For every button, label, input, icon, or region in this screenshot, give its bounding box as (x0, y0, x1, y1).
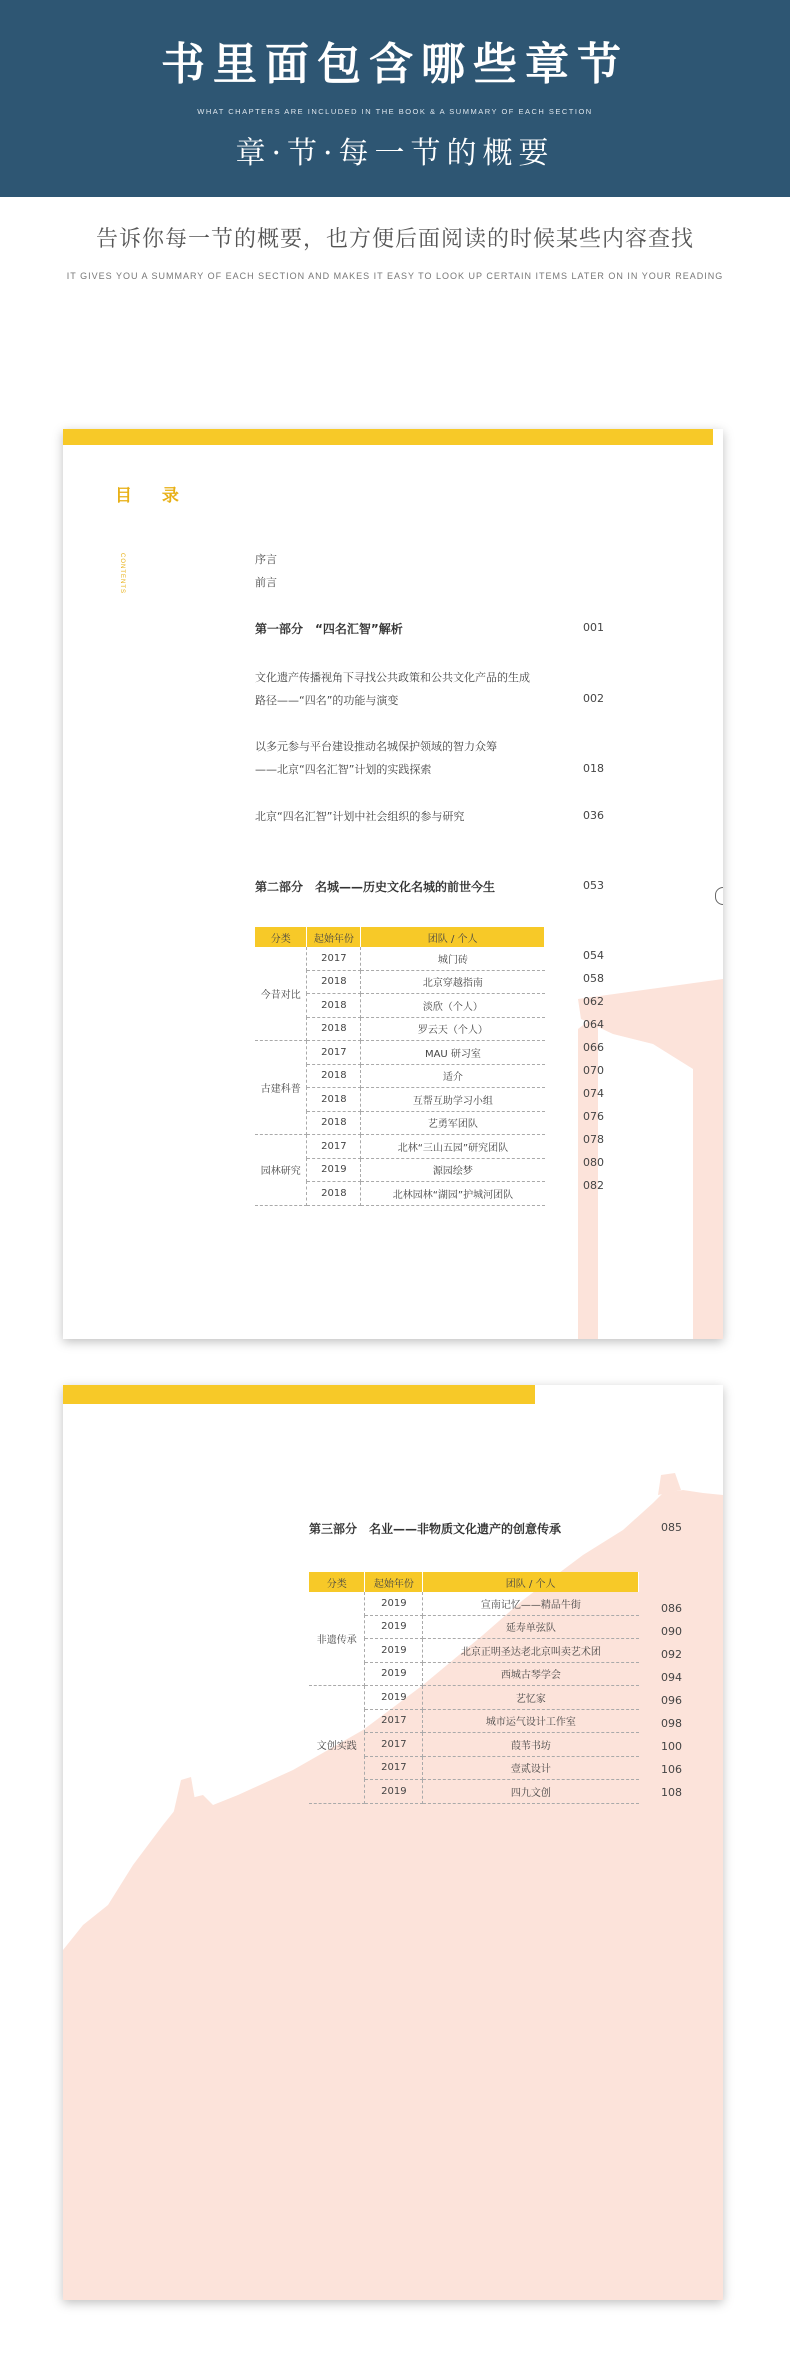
table-category: 非遗传承 (309, 1592, 365, 1686)
toc-entry-1-line2[interactable]: 路径——“四名”的功能与演变 (255, 694, 399, 707)
banner-title-secondary: 章·节·每一节的概要 (235, 136, 555, 171)
part2-title[interactable]: 第二部分 名城——历史文化名城的前世今生 (255, 880, 496, 894)
banner-title: 书里面包含哪些章节 (161, 39, 629, 90)
page-edge-tab (715, 887, 723, 905)
banner-subtitle-en: WHAT CHAPTERS ARE INCLUDED IN THE BOOK & A SUMMARY OF EACH SECTION (197, 107, 593, 116)
table-team: 互帮互助学习小组 (361, 1088, 545, 1112)
table-year: 2018 (307, 1064, 361, 1088)
table-team: 罗云天（个人） (361, 1017, 545, 1041)
table-header-category: 分类 (255, 927, 307, 947)
table-row[interactable] (309, 1686, 639, 1710)
toc-entry-1-page: 002 (583, 692, 604, 705)
table-row[interactable] (255, 1135, 545, 1159)
toc-title: 目 录 (115, 486, 191, 506)
table-page-number: 064 (583, 1018, 604, 1031)
table-team: 城市运气设计工作室 (423, 1709, 639, 1733)
table-team: 葭苇书坊 (423, 1733, 639, 1757)
toc-vertical-label: CONTENTS (119, 553, 125, 594)
table-year: 2017 (307, 947, 361, 970)
table-year: 2017 (307, 1041, 361, 1065)
table-page-number: 054 (583, 949, 604, 962)
table-page-number: 090 (661, 1625, 682, 1638)
table-page-number: 092 (661, 1648, 682, 1661)
table-year: 2019 (365, 1592, 423, 1615)
table-team: 北京正明圣达老北京叫卖艺术团 (423, 1639, 639, 1663)
table-category: 古建科普 (255, 1041, 307, 1135)
table-team: 北京穿越指南 (361, 970, 545, 994)
table-header-category: 分类 (309, 1572, 365, 1592)
table-page-number: 076 (583, 1110, 604, 1123)
table-year: 2018 (307, 970, 361, 994)
table-category: 今昔对比 (255, 947, 307, 1041)
table-page-number: 098 (661, 1717, 682, 1730)
header-banner (0, 0, 790, 197)
table-team: 艺勇军团队 (361, 1111, 545, 1135)
table-page-number: 096 (661, 1694, 682, 1707)
toc-entry-3-line1[interactable]: 北京“四名汇智”计划中社会组织的参与研究 (255, 810, 465, 823)
toc-page-1 (63, 429, 723, 1339)
table-year: 2019 (365, 1639, 423, 1663)
part3-table (309, 1572, 639, 1804)
toc-entry-1-line1[interactable]: 文化遗产传播视角下寻找公共政策和公共文化产品的生成 (255, 671, 530, 684)
table-page-number: 078 (583, 1133, 604, 1146)
toc-foreword[interactable]: 前言 (255, 576, 277, 589)
part3-title[interactable]: 第三部分 名业——非物质文化遗产的创意传承 (309, 1522, 562, 1536)
table-team: 延寿单弦队 (423, 1615, 639, 1639)
table-page-number: 100 (661, 1740, 682, 1753)
toc-page-2 (63, 1385, 723, 2300)
table-year: 2019 (365, 1615, 423, 1639)
table-page-number: 106 (661, 1763, 682, 1776)
toc-entry-2-page: 018 (583, 762, 604, 775)
table-team: 西城古琴学会 (423, 1662, 639, 1686)
table-team: 适介 (361, 1064, 545, 1088)
table-team: 壹贰设计 (423, 1756, 639, 1780)
table-row[interactable] (255, 1041, 545, 1065)
table-team: 四九文创 (423, 1780, 639, 1804)
toc-entry-3-page: 036 (583, 809, 604, 822)
table-team: 北林园林“湖园”护城河团队 (361, 1182, 545, 1206)
table-year: 2018 (307, 1017, 361, 1041)
part1-title[interactable]: 第一部分 “四名汇智”解析 (255, 622, 403, 636)
table-year: 2019 (365, 1662, 423, 1686)
table-team: 城门砖 (361, 947, 545, 970)
intro-text-en: IT GIVES YOU A SUMMARY OF EACH SECTION AND MAKES IT EASY TO LOOK UP CERTAIN ITEMS LATER ON IN YOUR READING (66, 271, 724, 281)
table-team: 北林“三山五园”研究团队 (361, 1135, 545, 1159)
table-year: 2018 (307, 994, 361, 1018)
table-category: 文创实践 (309, 1686, 365, 1804)
part2-page: 053 (583, 879, 604, 892)
table-year: 2017 (365, 1756, 423, 1780)
table-year: 2019 (365, 1780, 423, 1804)
table-page-number: 108 (661, 1786, 682, 1799)
table-header-year: 起始年份 (365, 1572, 423, 1592)
table-page-number: 080 (583, 1156, 604, 1169)
table-year: 2017 (307, 1135, 361, 1159)
table-page-number: 062 (583, 995, 604, 1008)
part2-table (255, 927, 545, 1206)
table-team: 艺忆家 (423, 1686, 639, 1710)
page-accent-bar (63, 429, 713, 445)
table-category: 园林研究 (255, 1135, 307, 1206)
page-accent-bar (63, 1385, 535, 1404)
toc-preface[interactable]: 序言 (255, 553, 277, 566)
table-team: 源园绘梦 (361, 1158, 545, 1182)
table-team: 淡欣（个人） (361, 994, 545, 1018)
table-year: 2018 (307, 1088, 361, 1112)
table-year: 2017 (365, 1733, 423, 1757)
table-year: 2018 (307, 1182, 361, 1206)
table-page-number: 082 (583, 1179, 604, 1192)
toc-entry-2-line2[interactable]: ——北京“四名汇智”计划的实践探索 (255, 763, 432, 776)
table-row[interactable] (255, 947, 545, 970)
table-page-number: 058 (583, 972, 604, 985)
table-page-number: 086 (661, 1602, 682, 1615)
table-year: 2018 (307, 1111, 361, 1135)
table-year: 2019 (365, 1686, 423, 1710)
table-year: 2017 (365, 1709, 423, 1733)
table-team: 宣南记忆——精品牛街 (423, 1592, 639, 1615)
table-page-number: 070 (583, 1064, 604, 1077)
table-header-team: 团队 / 个人 (423, 1572, 639, 1592)
table-header-year: 起始年份 (307, 927, 361, 947)
table-team: MAU 研习室 (361, 1041, 545, 1065)
part1-page: 001 (583, 621, 604, 634)
table-page-number: 066 (583, 1041, 604, 1054)
table-row[interactable] (309, 1592, 639, 1615)
intro-text: 告诉你每一节的概要，也方便后面阅读的时候某些内容查找 (95, 227, 694, 252)
toc-entry-2-line1[interactable]: 以多元参与平台建设推动名城保护领域的智力众筹 (255, 740, 497, 753)
table-header-team: 团队 / 个人 (361, 927, 545, 947)
table-year: 2019 (307, 1158, 361, 1182)
part3-page: 085 (661, 1521, 682, 1534)
table-page-number: 094 (661, 1671, 682, 1684)
table-page-number: 074 (583, 1087, 604, 1100)
